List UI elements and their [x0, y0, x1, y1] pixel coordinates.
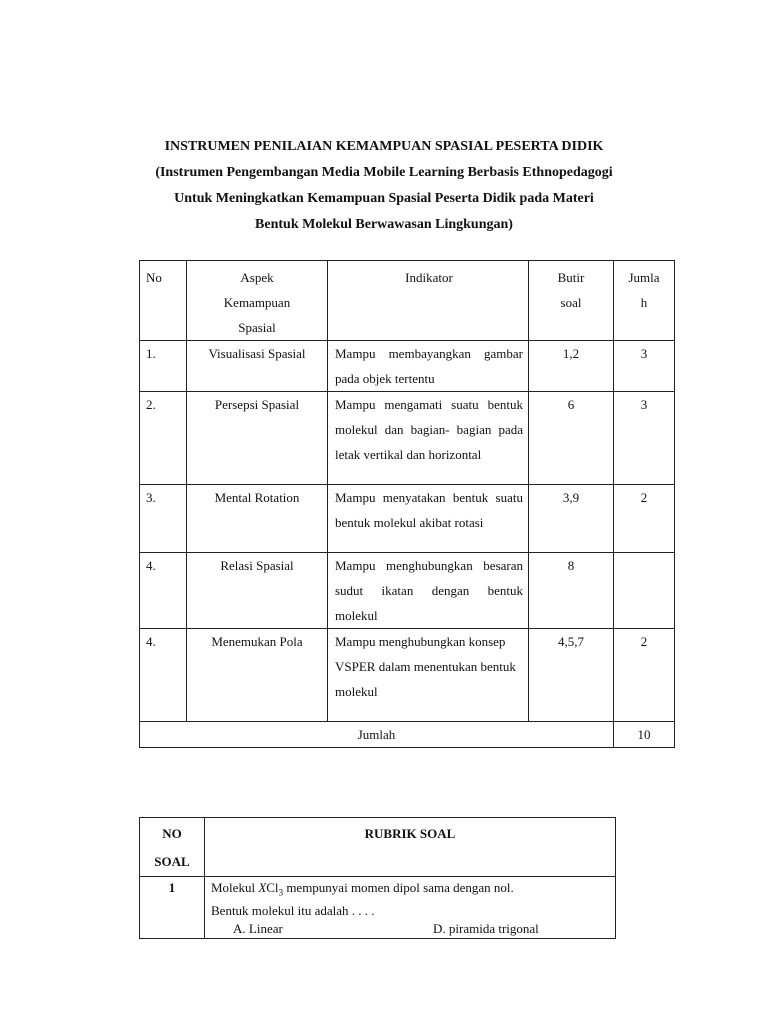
answer-options — [211, 920, 609, 938]
header-rubrik-soal: RUBRIK SOAL — [205, 818, 616, 877]
rubrik-question — [205, 877, 616, 939]
header-indikator: Indikator — [328, 261, 529, 341]
question-element: Cl — [266, 880, 279, 895]
header-no: No — [140, 261, 187, 341]
header-aspek-line: Aspek — [240, 270, 274, 285]
cell-no: 1. — [140, 341, 187, 392]
header-aspek — [187, 261, 328, 341]
cell-aspek: Mental Rotation — [187, 485, 328, 553]
option-a: A. Linear — [233, 920, 283, 936]
question-text: Molekul — [211, 880, 259, 895]
subtitle-line: (Instrumen Pengembangan Media Mobile Learning Berbasis Ethnopedagogi — [155, 165, 613, 180]
header-jumlah-line: h — [640, 295, 648, 310]
cell-jumlah: 2 — [614, 629, 675, 722]
rubrik-table — [139, 817, 616, 939]
question-line: Bentuk molekul itu adalah . . . . — [211, 902, 375, 918]
table-header-row — [140, 261, 675, 341]
cell-no: 2. — [140, 392, 187, 485]
cell-jumlah: 3 — [614, 392, 675, 485]
cell-aspek: Menemukan Pola — [187, 629, 328, 722]
cell-butir: 4,5,7 — [529, 629, 614, 722]
subtitle-line: Bentuk Molekul Berwawasan Lingkungan) — [255, 217, 513, 232]
cell-no: 4. — [140, 629, 187, 722]
header-aspek-line: Spasial — [238, 320, 276, 335]
cell-indikator: Mampu menghubungkan konsep VSPER dalam menentukan bentuk molekul — [328, 629, 529, 722]
cell-indikator: Mampu menghubungkan besaran sudut ikatan dengan bentuk molekul — [328, 553, 529, 629]
aspek-table — [139, 260, 675, 748]
cell-jumlah — [614, 553, 675, 629]
table-row — [140, 341, 675, 392]
cell-butir: 6 — [529, 392, 614, 485]
table-row — [140, 392, 675, 485]
header-no-soal-line: SOAL — [154, 854, 190, 869]
cell-indikator: Mampu menyatakan bentuk suatu bentuk molekul akibat rotasi — [328, 485, 529, 553]
question-subscript: 3 — [278, 887, 284, 898]
total-label: Jumlah — [140, 722, 614, 748]
cell-butir: 3,9 — [529, 485, 614, 553]
header-jumlah-line: Jumla — [628, 270, 660, 285]
total-value: 10 — [614, 722, 675, 748]
header-no-soal — [140, 818, 205, 877]
total-row — [140, 722, 675, 748]
title-line: INSTRUMEN PENILAIAN KEMAMPUAN SPASIAL PESERTA DIDIK — [164, 139, 604, 154]
question-line — [211, 879, 609, 902]
rubrik-row — [140, 877, 616, 939]
header-jumlah — [614, 261, 675, 341]
cell-butir: 1,2 — [529, 341, 614, 392]
document-title — [120, 134, 648, 238]
question-text: mempunyai momen dipol sama dengan nol. — [283, 880, 514, 895]
header-no-soal-line: NO — [162, 826, 182, 841]
header-aspek-line: Kemampuan — [223, 295, 291, 310]
cell-indikator: Mampu mengamati suatu bentuk molekul dan bagian- bagian pada letak vertikal dan horizontal — [328, 392, 529, 485]
rubrik-no: 1 — [140, 877, 205, 939]
cell-no: 3. — [140, 485, 187, 553]
question-variable: X — [258, 880, 267, 895]
table-row — [140, 485, 675, 553]
cell-aspek: Relasi Spasial — [187, 553, 328, 629]
header-butir-line: Butir — [557, 270, 585, 285]
subtitle-line: Untuk Meningkatkan Kemampuan Spasial Peserta Didik pada Materi — [174, 191, 594, 206]
cell-aspek: Persepsi Spasial — [187, 392, 328, 485]
cell-no: 4. — [140, 553, 187, 629]
option-d: D. piramida trigonal — [433, 920, 539, 936]
table-row — [140, 629, 675, 722]
cell-indikator: Mampu membayangkan gambar pada objek tertentu — [328, 341, 529, 392]
table-row — [140, 553, 675, 629]
header-butir — [529, 261, 614, 341]
header-butir-line: soal — [560, 295, 582, 310]
cell-jumlah: 3 — [614, 341, 675, 392]
cell-aspek: Visualisasi Spasial — [187, 341, 328, 392]
rubrik-header-row — [140, 818, 616, 877]
cell-jumlah: 2 — [614, 485, 675, 553]
cell-butir: 8 — [529, 553, 614, 629]
